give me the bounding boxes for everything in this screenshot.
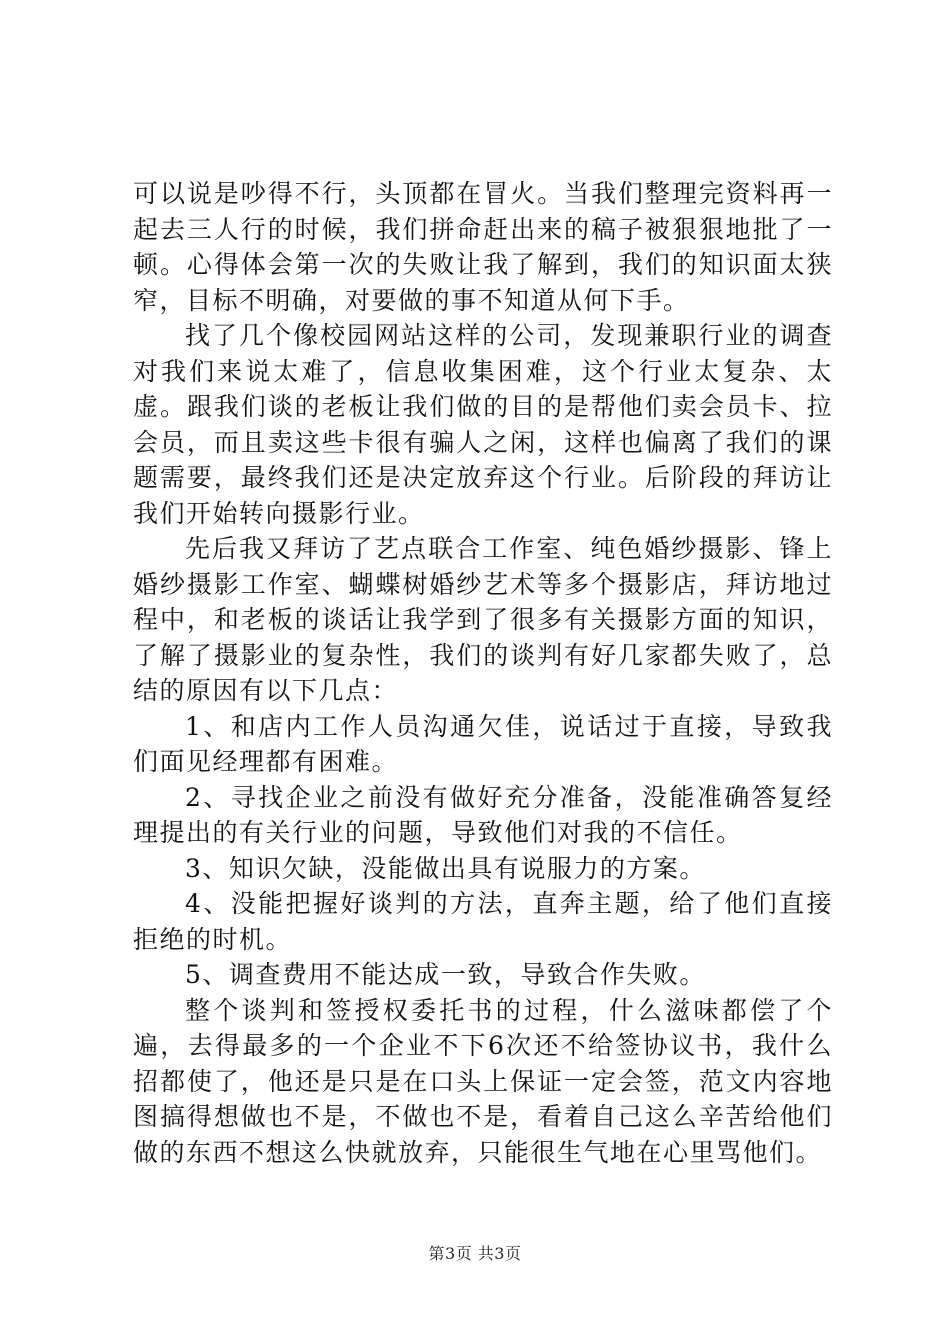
- paragraph-3: 先后我又拜访了艺点联合工作室、纯色婚纱摄影、锋上婚纱摄影工作室、蝴蝶树婚纱艺术等多个摄影店，拜访地过程中，和老板的谈话让我学到了很多有关摄影方面的知识，了解了摄影业的复杂性，我们的谈判有好几家都失败了，总结的原因有以下几点：: [133, 534, 833, 705]
- paragraph-final: 整个谈判和签授权委托书的过程，什么滋味都偿了个遍，去得最多的一个企业不下6次还不给签协议书，我什么招都使了，他还是只是在口头上保证一定会签，范文内容地图搞得想做也不是，不做也不是，看着自己这么辛苦给他们做的东西不想这么快就放弃，只能很生气地在心里骂他们。: [133, 995, 833, 1167]
- paragraph-2: 找了几个像校园网站这样的公司，发现兼职行业的调查对我们来说太难了，信息收集困难，这个行业太复杂、太虚。跟我们谈的老板让我们做的目的是帮他们卖会员卡、拉会员，而且卖这些卡很有骗人之闲，这样也偏离了我们的课题需要，最终我们还是决定放弃这个行业。后阶段的拜访让我们开始转向摄影行业。: [133, 321, 833, 528]
- list-item-2: 2、寻找企业之前没有做好充分准备，没能准确答复经理提出的有关行业的问题，导致他们对我的不信任。: [133, 782, 833, 847]
- list-item-3: 3、知识欠缺，没能做出具有说服力的方案。: [185, 853, 706, 883]
- list-item-5: 5、调查费用不能达成一致，导致合作失败。: [185, 960, 706, 989]
- page-number-footer: 第3页 共3页: [428, 1244, 522, 1263]
- document-body: [133, 176, 833, 1170]
- list-item-1: 1、和店内工作人员沟通欠佳，说话过于直接，导致我们面见经理都有困难。: [133, 711, 833, 776]
- paragraph-1: 可以说是吵得不行，头顶都在冒火。当我们整理完资料再一起去三人行的时候，我们拼命赶出来的稿子被狠狠地批了一顿。心得体会第一次的失败让我了解到，我们的知识面太狭窄，目标不明确，对要做的事不知道从何下手。: [133, 179, 833, 315]
- list-item-4: 4、没能把握好谈判的方法，直奔主题，给了他们直接拒绝的时机。: [133, 889, 833, 954]
